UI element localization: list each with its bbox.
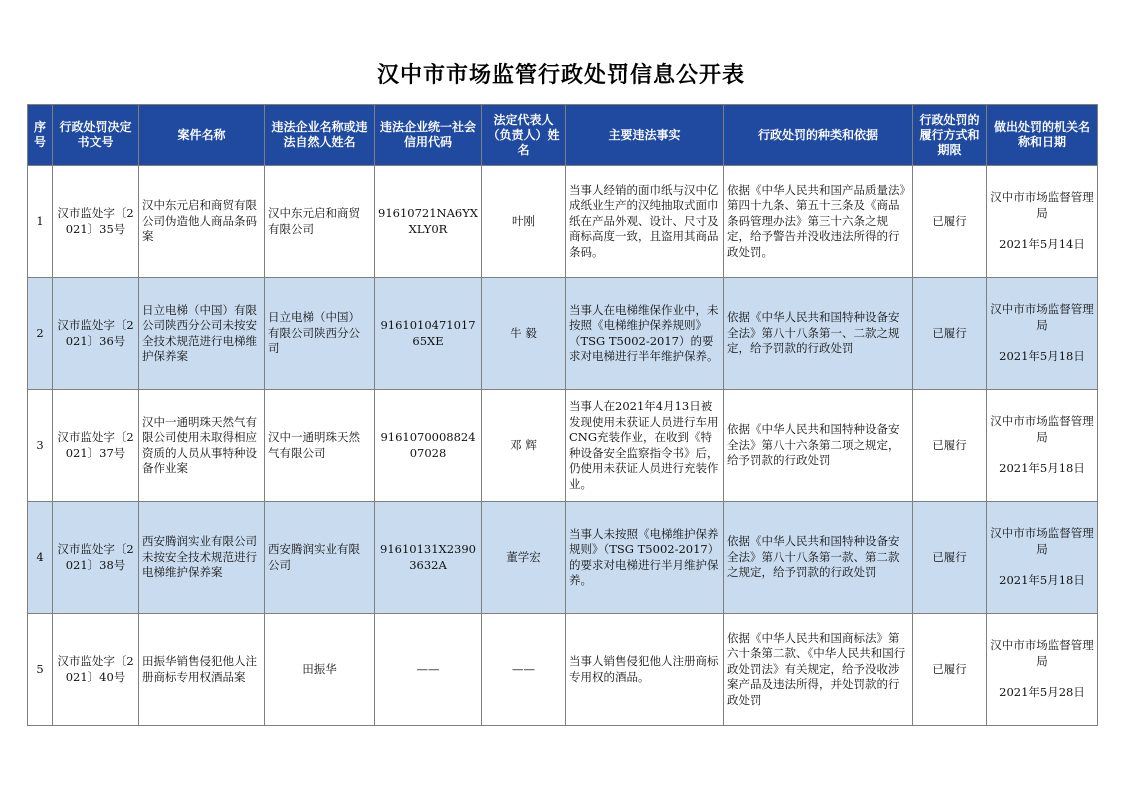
cell-seq: 2 bbox=[28, 278, 53, 390]
cell-credit-code: 91610131X23903632A bbox=[375, 502, 482, 614]
header-authority: 做出处罚的机关名称和日期 bbox=[987, 105, 1098, 166]
authority-date: 2021年5月18日 bbox=[999, 573, 1085, 588]
authority-date: 2021年5月18日 bbox=[999, 349, 1085, 364]
cell-party-name: 西安腾润实业有限公司 bbox=[265, 502, 375, 614]
table-row bbox=[28, 614, 1098, 726]
table-row bbox=[28, 502, 1098, 614]
cell-doc-no: 汉市监处字〔2021〕40号 bbox=[53, 614, 139, 726]
cell-execution: 已履行 bbox=[913, 278, 987, 390]
cell-authority bbox=[987, 502, 1098, 614]
header-facts: 主要违法事实 bbox=[566, 105, 724, 166]
authority-name: 汉中市市场监督管理局 bbox=[990, 190, 1094, 220]
cell-authority bbox=[987, 614, 1098, 726]
cell-penalty: 依据《中华人民共和国商标法》第六十条第二款、《中华人民共和国行政处罚法》有关规定，给予没收涉案产品及违法所得，并处罚款的行政处罚 bbox=[724, 614, 913, 726]
cell-facts: 当事人在2021年4月13日被发现使用未获证人员进行车用CNG充装作业，在收到《特种设备安全监察指令书》后，仍使用未获证人员进行充装作业。 bbox=[566, 390, 724, 502]
header-legal-rep: 法定代表人（负责人）姓名 bbox=[482, 105, 566, 166]
header-case-name: 案件名称 bbox=[139, 105, 265, 166]
header-party-name: 违法企业名称或违法自然人姓名 bbox=[265, 105, 375, 166]
cell-seq: 5 bbox=[28, 614, 53, 726]
cell-doc-no: 汉市监处字〔2021〕35号 bbox=[53, 166, 139, 278]
cell-seq: 4 bbox=[28, 502, 53, 614]
cell-facts: 当事人销售侵犯他人注册商标专用权的酒品。 bbox=[566, 614, 724, 726]
authority-date: 2021年5月28日 bbox=[999, 685, 1085, 700]
cell-case-name: 西安腾润实业有限公司未按安全技术规范进行电梯维护保养案 bbox=[139, 502, 265, 614]
cell-legal-rep: 牛 毅 bbox=[482, 278, 566, 390]
cell-legal-rep: 邓 辉 bbox=[482, 390, 566, 502]
cell-case-name: 日立电梯（中国）有限公司陕西分公司未按安全技术规范进行电梯维护保养案 bbox=[139, 278, 265, 390]
cell-case-name: 田振华销售侵犯他人注册商标专用权酒品案 bbox=[139, 614, 265, 726]
cell-credit-code: 91610721NA6YXXLY0R bbox=[375, 166, 482, 278]
cell-penalty: 依据《中华人民共和国特种设备安全法》第八十八条第一、二款之规定，给予罚款的行政处罚 bbox=[724, 278, 913, 390]
cell-legal-rep: 叶刚 bbox=[482, 166, 566, 278]
cell-doc-no: 汉市监处字〔2021〕37号 bbox=[53, 390, 139, 502]
cell-party-name: 汉中东元启和商贸有限公司 bbox=[265, 166, 375, 278]
cell-execution: 已履行 bbox=[913, 502, 987, 614]
table-row bbox=[28, 390, 1098, 502]
authority-name: 汉中市市场监督管理局 bbox=[990, 526, 1094, 556]
penalty-table bbox=[27, 104, 1098, 726]
cell-execution: 已履行 bbox=[913, 166, 987, 278]
cell-facts: 当事人在电梯维保作业中，未按照《电梯维护保养规则》（TSG T5002-2017）的要求对电梯进行半年维护保养。 bbox=[566, 278, 724, 390]
authority-name: 汉中市市场监督管理局 bbox=[990, 302, 1094, 332]
cell-facts: 当事人经销的面巾纸与汉中亿成纸业生产的汉纯抽取式面巾纸在产品外观、设计、尺寸及商标高度一致，且盗用其商品条码。 bbox=[566, 166, 724, 278]
cell-authority bbox=[987, 166, 1098, 278]
cell-authority bbox=[987, 278, 1098, 390]
authority-date: 2021年5月14日 bbox=[999, 237, 1085, 252]
cell-case-name: 汉中一通明珠天然气有限公司使用未取得相应资质的人员从事特种设备作业案 bbox=[139, 390, 265, 502]
table-header-row bbox=[28, 105, 1098, 166]
cell-penalty: 依据《中华人民共和国产品质量法》第四十九条、第五十三条及《商品条码管理办法》第三十六条之规定，给予警告并没收违法所得的行政处罚。 bbox=[724, 166, 913, 278]
cell-legal-rep: —— bbox=[482, 614, 566, 726]
cell-credit-code: —— bbox=[375, 614, 482, 726]
cell-doc-no: 汉市监处字〔2021〕38号 bbox=[53, 502, 139, 614]
authority-date: 2021年5月18日 bbox=[999, 461, 1085, 476]
cell-authority bbox=[987, 390, 1098, 502]
cell-execution: 已履行 bbox=[913, 390, 987, 502]
table-row bbox=[28, 278, 1098, 390]
cell-credit-code: 916101047101765XE bbox=[375, 278, 482, 390]
cell-case-name: 汉中东元启和商贸有限公司伪造他人商品条码案 bbox=[139, 166, 265, 278]
authority-name: 汉中市市场监督管理局 bbox=[990, 414, 1094, 444]
cell-facts: 当事人未按照《电梯维护保养规则》（TSG T5002-2017）的要求对电梯进行半月维护保养。 bbox=[566, 502, 724, 614]
cell-legal-rep: 董学宏 bbox=[482, 502, 566, 614]
header-doc-no: 行政处罚决定书文号 bbox=[53, 105, 139, 166]
page-title: 汉中市市场监管行政处罚信息公开表 bbox=[376, 63, 745, 88]
header-penalty: 行政处罚的种类和依据 bbox=[724, 105, 913, 166]
table-row bbox=[28, 166, 1098, 278]
cell-credit-code: 916107000882407028 bbox=[375, 390, 482, 502]
cell-doc-no: 汉市监处字〔2021〕36号 bbox=[53, 278, 139, 390]
cell-seq: 1 bbox=[28, 166, 53, 278]
cell-seq: 3 bbox=[28, 390, 53, 502]
authority-name: 汉中市市场监督管理局 bbox=[990, 638, 1094, 668]
cell-party-name: 田振华 bbox=[265, 614, 375, 726]
cell-execution: 已履行 bbox=[913, 614, 987, 726]
header-seq: 序号 bbox=[28, 105, 53, 166]
cell-penalty: 依据《中华人民共和国特种设备安全法》第八十八条第一款、第二款之规定，给予罚款的行政处罚 bbox=[724, 502, 913, 614]
cell-party-name: 汉中一通明珠天然气有限公司 bbox=[265, 390, 375, 502]
header-execution: 行政处罚的履行方式和期限 bbox=[913, 105, 987, 166]
cell-penalty: 依据《中华人民共和国特种设备安全法》第八十六条第二项之规定，给予罚款的行政处罚 bbox=[724, 390, 913, 502]
cell-party-name: 日立电梯（中国）有限公司陕西分公司 bbox=[265, 278, 375, 390]
header-credit-code: 违法企业统一社会信用代码 bbox=[375, 105, 482, 166]
